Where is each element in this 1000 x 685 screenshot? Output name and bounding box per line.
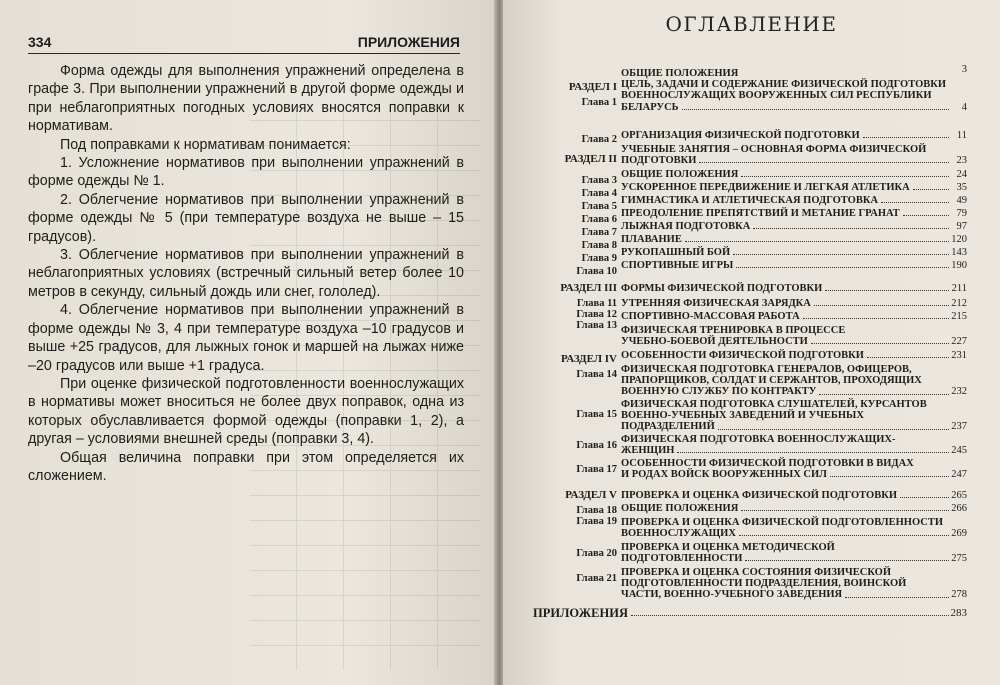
toc-chapter-label: Глава 2 — [581, 134, 617, 145]
toc-section-label: РАЗДЕЛ V — [565, 489, 617, 501]
toc-page-number: 24 — [956, 169, 967, 180]
dot-leader — [753, 221, 949, 229]
toc-entry-title[interactable] — [533, 608, 951, 619]
toc-entry-line: ФИЗИЧЕСКАЯ ПОДГОТОВКА ГЕНЕРАЛОВ, ОФИЦЕРОВ, — [621, 364, 912, 375]
toc-entry-title[interactable] — [621, 542, 951, 564]
toc-section-labels — [537, 82, 617, 108]
toc-entry-title[interactable] — [621, 517, 951, 539]
toc-chapter-label: Глава 17 — [576, 464, 617, 475]
dot-leader — [631, 608, 949, 616]
toc-entry-line: ПЛАВАНИЕ — [621, 234, 682, 245]
toc-page-number: 190 — [951, 260, 967, 271]
toc-section-labels — [537, 283, 617, 331]
toc-entry-line: УЧЕБНО-БОЕВОЙ ДЕЯТЕЛЬНОСТИ — [621, 336, 808, 348]
left-page — [0, 0, 496, 685]
toc-page-number: 275 — [951, 553, 967, 565]
toc-page-number: 79 — [956, 208, 967, 219]
toc-title: ОГЛАВЛЕНИЕ — [665, 12, 838, 36]
dot-leader — [845, 589, 949, 597]
dot-leader — [803, 311, 949, 319]
toc-page-number: 215 — [951, 311, 967, 322]
toc-section-labels — [537, 490, 617, 527]
toc-entry-line: ГИМНАСТИКА И АТЛЕТИЧЕСКАЯ ПОДГОТОВКА — [621, 195, 879, 206]
paragraph: Общая величина поправки при этом определяется их сложением. — [28, 449, 464, 484]
toc-entry-line: ФИЗИЧЕСКАЯ ТРЕНИРОВКА В ПРОЦЕССЕ — [621, 325, 846, 336]
toc-page-number: 265 — [951, 490, 967, 501]
toc-chapter-label: Глава 1 — [581, 97, 617, 108]
toc-page-number: 4 — [961, 101, 967, 113]
dot-leader — [733, 247, 949, 255]
toc-chapter-label: Глава 20 — [576, 548, 617, 559]
toc-entry-title[interactable] — [621, 311, 951, 322]
toc-section-label: РАЗДЕЛ IV — [560, 353, 617, 365]
toc-entry-line: ПОДГОТОВЛЕННОСТИ — [621, 553, 743, 565]
toc-entry-line: ПОДГОТОВКИ — [621, 155, 697, 167]
toc-entry-title[interactable] — [621, 490, 951, 501]
toc-entry-title[interactable] — [621, 434, 951, 456]
toc-section-label: РАЗДЕЛ I — [568, 81, 617, 93]
toc-entry-title[interactable] — [621, 364, 951, 398]
running-head — [28, 34, 460, 54]
toc-entry-line: ЦЕЛЬ, ЗАДАЧИ И СОДЕРЖАНИЕ ФИЗИЧЕСКОЙ ПОДГОТОВКИ — [621, 79, 947, 91]
dot-leader — [745, 553, 949, 561]
paragraph: 4. Облегчение нормативов при выполнении упражнений в форме одежды № 3, 4 при температуре воздуха –10 градусов и выше +25 градусов, для лыжных гонок и маршей на лыжах ниже –20 градусов или выше +1 градуса. — [28, 302, 464, 374]
toc-entry-line: УСКОРЕННОЕ ПЕРЕДВИЖЕНИЕ И ЛЕГКАЯ АТЛЕТИКА — [621, 182, 910, 193]
toc-entry-title[interactable] — [621, 247, 951, 258]
toc-page-number: 143 — [951, 247, 967, 258]
toc-page-number: 227 — [951, 336, 967, 348]
toc-chapter-label: Глава 13 — [576, 320, 617, 331]
toc-chapter-label: Глава 18 — [576, 505, 617, 516]
toc-page-number: 212 — [951, 298, 967, 309]
dot-leader — [819, 386, 949, 394]
toc-chapter-label: Глава 3 — [581, 175, 617, 186]
paragraph: При оценке физической подготовленности военнослужащих в нормативы может вноситься не более двух поправок, одна из которых обуславливается формой одежды (поправки 1, 2), а другая – условиями внешней среды (поправки 3, 4). — [28, 375, 464, 448]
toc-section-labels — [537, 214, 617, 225]
toc-entry-title[interactable] — [621, 350, 951, 361]
dot-leader — [685, 234, 949, 242]
toc-entry-line: ОБЩИЕ ПОЛОЖЕНИЯ — [621, 503, 739, 514]
toc-entry-title[interactable] — [621, 234, 951, 245]
toc-entry-line: ЖЕНЩИН — [621, 445, 675, 457]
toc-entry-line: ФИЗИЧЕСКАЯ ПОДГОТОВКА СЛУШАТЕЛЕЙ, КУРСАНТОВ — [621, 399, 927, 410]
toc-chapter-label: Глава 19 — [576, 516, 617, 527]
toc-section-label: РАЗДЕЛ III — [560, 282, 617, 294]
paragraph: Форма одежды для выполнения упражнений определена в графе 3. При выполнении упражнений в другой форме одежды и при неблагоприятных погодных условиях вносятся поправки к нормативам. — [28, 63, 464, 135]
toc-entry-title[interactable] — [621, 208, 951, 219]
running-head-title: ПРИЛОЖЕНИЯ — [357, 34, 460, 50]
toc-page-number: 35 — [956, 182, 967, 193]
toc-chapter-label: Глава 9 — [581, 253, 617, 264]
paragraph: Под поправками к нормативам понимается: — [60, 136, 351, 153]
toc-entry-title[interactable] — [621, 260, 951, 271]
toc-entry-title[interactable] — [621, 221, 951, 232]
toc-entry-title[interactable] — [621, 169, 951, 180]
toc-entry-title[interactable] — [621, 130, 951, 141]
toc-section-labels — [537, 266, 617, 277]
toc-entry-title[interactable] — [621, 144, 951, 166]
toc-entry-title[interactable] — [621, 567, 951, 601]
toc-entry-title[interactable] — [621, 298, 951, 309]
toc-entry-line: ОРГАНИЗАЦИЯ ФИЗИЧЕСКОЙ ПОДГОТОВКИ — [621, 130, 860, 141]
toc-entry-title[interactable] — [621, 503, 951, 514]
toc-chapter-label: Глава 21 — [576, 573, 617, 584]
dot-leader — [811, 336, 949, 344]
toc-page-number: 211 — [951, 283, 967, 294]
toc-section-labels — [537, 573, 617, 584]
toc-entry-title[interactable] — [621, 182, 951, 193]
body-text — [28, 62, 464, 485]
toc-page-number: 266 — [951, 503, 967, 514]
toc-entry-line: УТРЕННЯЯ ФИЗИЧЕСКАЯ ЗАРЯДКА — [621, 298, 811, 309]
toc-page-number: 283 — [950, 607, 967, 619]
toc-section-labels — [537, 175, 617, 186]
toc-entry-title[interactable] — [621, 195, 951, 206]
toc-chapter-label: Глава 12 — [576, 309, 617, 320]
toc-chapter-label: Глава 15 — [576, 409, 617, 420]
toc-entry-line: И РОДАХ ВОЙСК ВООРУЖЕННЫХ СИЛ — [621, 469, 827, 481]
toc-section-labels — [537, 464, 617, 475]
dot-leader — [677, 445, 949, 453]
toc-page-number: 231 — [951, 350, 967, 361]
toc-section-labels — [537, 154, 617, 169]
dot-leader — [718, 421, 949, 429]
toc-entry-line: ПОДГОТОВЛЕННОСТИ ПОДРАЗДЕЛЕНИЯ, ВОИНСКОЙ — [621, 578, 907, 590]
toc-section-labels — [537, 134, 617, 145]
dot-leader — [736, 260, 949, 268]
toc-section-labels — [537, 354, 617, 380]
toc-page-number: 11 — [956, 130, 967, 141]
dot-leader — [741, 503, 949, 511]
right-page — [503, 0, 1000, 685]
toc-section-labels — [537, 240, 617, 251]
toc-entry-title[interactable] — [621, 325, 951, 347]
toc-section-labels — [537, 409, 617, 420]
toc-entry-line: ПРЕОДОЛЕНИЕ ПРЕПЯТСТВИЙ И МЕТАНИЕ ГРАНАТ — [621, 208, 900, 219]
toc-section-labels — [537, 188, 617, 199]
toc-entry-line: ВОЕННО-УЧЕБНЫХ ЗАВЕДЕНИЙ И УЧЕБНЫХ — [621, 410, 864, 422]
toc-entry-line: ОСОБЕННОСТИ ФИЗИЧЕСКОЙ ПОДГОТОВКИ — [621, 350, 864, 361]
dot-leader — [814, 298, 949, 306]
dot-leader — [830, 469, 949, 477]
toc-entry-line: ОБЩИЕ ПОЛОЖЕНИЯ — [621, 169, 739, 180]
dot-leader — [741, 169, 949, 177]
toc-chapter-label: Глава 7 — [581, 227, 617, 238]
toc-page-number: 269 — [951, 528, 967, 540]
toc-page-number: 237 — [951, 421, 967, 433]
toc-entry-line: ПРАПОРЩИКОВ, СОЛДАТ И СЕРЖАНТОВ, ПРОХОДЯЩИХ — [621, 375, 922, 387]
toc-chapter-label: Глава 14 — [576, 369, 617, 380]
toc-page-number: 23 — [956, 155, 967, 167]
toc-page-number: 3 — [961, 64, 967, 75]
toc-entry-line: ПОДРАЗДЕЛЕНИЙ — [621, 421, 715, 433]
toc-entry-line: СПОРТИВНО-МАССОВАЯ РАБОТА — [621, 311, 800, 322]
toc-page-number: 120 — [951, 234, 967, 245]
toc-chapter-label: Глава 4 — [581, 188, 617, 199]
toc-entry-line: ФОРМЫ ФИЗИЧЕСКОЙ ПОДГОТОВКИ — [621, 283, 823, 294]
toc-entry-title[interactable] — [621, 283, 951, 294]
paragraph: 3. Облегчение нормативов при выполнении упражнений в неблагоприятных условиях (встречный сильный ветер более 10 метров в секунду, сильный дождь или снег, гололед). — [28, 247, 464, 300]
toc-chapter-label: Глава 10 — [576, 266, 617, 277]
page-number: 334 — [28, 34, 52, 50]
toc-entry-line: ПРОВЕРКА И ОЦЕНКА СОСТОЯНИЯ ФИЗИЧЕСКОЙ — [621, 567, 892, 578]
toc-page-number: 97 — [956, 221, 967, 232]
toc-entry-title[interactable] — [621, 68, 951, 113]
toc-page-number: 278 — [951, 589, 967, 601]
toc-entry-line: ПРОВЕРКА И ОЦЕНКА МЕТОДИЧЕСКОЙ — [621, 542, 835, 553]
toc-section-labels — [537, 201, 617, 212]
toc-chapter-label: Глава 8 — [581, 240, 617, 251]
dot-leader — [825, 283, 949, 291]
toc-page-number: 49 — [956, 195, 967, 206]
toc-page-number: 232 — [951, 386, 967, 398]
toc-entry-line: ВОЕННУЮ СЛУЖБУ ПО КОНТРАКТУ — [621, 386, 817, 398]
dot-leader — [739, 528, 949, 536]
toc-chapter-label: Глава 6 — [581, 214, 617, 225]
toc-chapter-label: Глава 16 — [576, 440, 617, 451]
toc-entry-line: ОСОБЕННОСТИ ФИЗИЧЕСКОЙ ПОДГОТОВКИ В ВИДАХ — [621, 458, 914, 469]
dot-leader — [699, 155, 949, 163]
toc-entry-line: ПРОВЕРКА И ОЦЕНКА ФИЗИЧЕСКОЙ ПОДГОТОВКИ — [621, 490, 897, 501]
toc-chapter-label: Глава 11 — [576, 298, 617, 309]
toc-entry-line: БЕЛАРУСЬ — [621, 101, 679, 113]
dot-leader — [682, 102, 949, 110]
toc-entry-line: ЛЫЖНАЯ ПОДГОТОВКА — [621, 221, 751, 232]
toc-entry-title[interactable] — [621, 458, 951, 480]
toc-entry-line: ФИЗИЧЕСКАЯ ПОДГОТОВКА ВОЕННОСЛУЖАЩИХ- — [621, 434, 896, 445]
toc-section-labels — [537, 440, 617, 451]
toc-section-labels — [537, 227, 617, 238]
toc-section-labels — [537, 548, 617, 559]
toc-chapter-label: Глава 5 — [581, 201, 617, 212]
paragraph: 1. Усложнение нормативов при выполнении упражнений в форме одежды № 1. — [28, 155, 464, 190]
toc-entry-line: ЧАСТИ, ВОЕННО-УЧЕБНОГО ЗАВЕДЕНИЯ — [621, 589, 843, 601]
toc-entry-line: УЧЕБНЫЕ ЗАНЯТИЯ – ОСНОВНАЯ ФОРМА ФИЗИЧЕСКОЙ — [621, 144, 927, 155]
toc-entry-line: ВОЕННОСЛУЖАЩИХ — [621, 528, 736, 540]
toc-section-label: РАЗДЕЛ II — [564, 153, 617, 165]
toc-entry-line: ВОЕННОСЛУЖАЩИХ ВООРУЖЕННЫХ СИЛ РЕСПУБЛИКИ — [621, 90, 932, 102]
toc-page-number: 245 — [951, 445, 967, 457]
toc-entry-line: РУКОПАШНЫЙ БОЙ — [621, 247, 731, 258]
toc-entry-title[interactable] — [621, 399, 951, 433]
paragraph: 2. Облегчение нормативов при выполнении упражнений в форме одежды № 5 (при температуре воздуха не выше – 15 градусов). — [28, 191, 464, 245]
toc-entry-line: ПРИЛОЖЕНИЯ — [533, 606, 628, 620]
toc-page-number: 247 — [951, 469, 967, 481]
toc-entry-line: ПРОВЕРКА И ОЦЕНКА ФИЗИЧЕСКОЙ ПОДГОТОВЛЕННОСТИ — [621, 517, 944, 528]
toc-entry-line: ОБЩИЕ ПОЛОЖЕНИЯ — [621, 68, 739, 79]
toc-section-labels — [537, 253, 617, 264]
toc-entry-line: СПОРТИВНЫЕ ИГРЫ — [621, 260, 734, 271]
